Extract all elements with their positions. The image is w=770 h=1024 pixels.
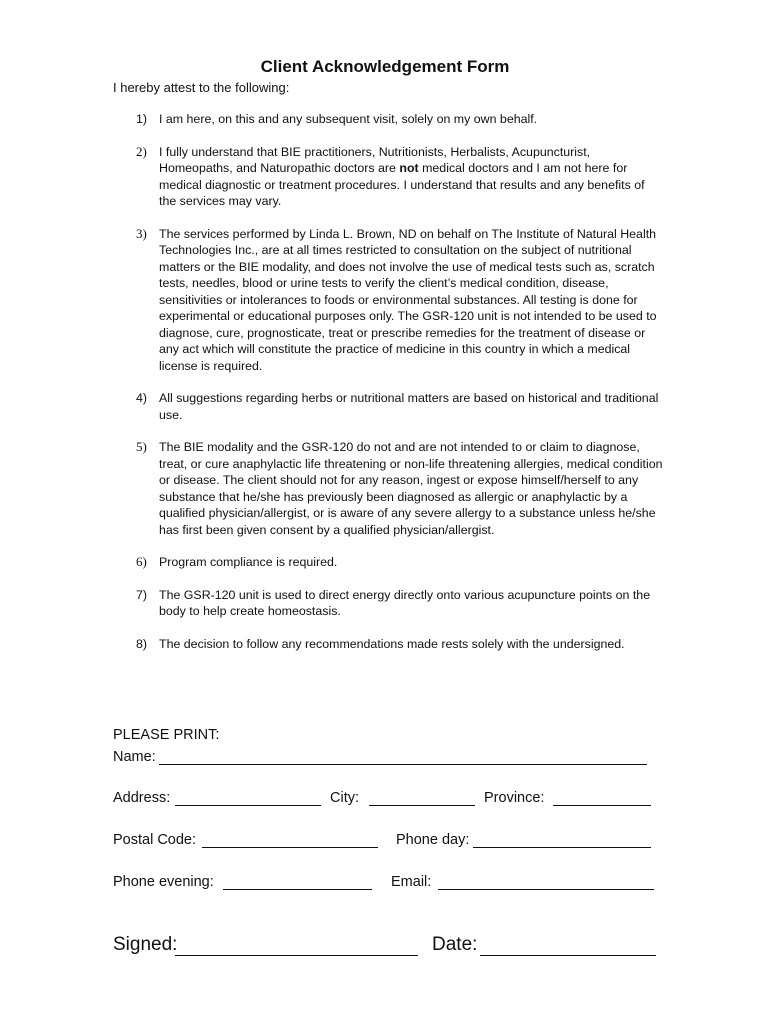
city-field[interactable] bbox=[369, 791, 475, 806]
item-number: 7) bbox=[136, 587, 148, 602]
signed-label: Signed: bbox=[113, 934, 178, 955]
date-field[interactable] bbox=[480, 935, 656, 956]
item-number: 5) bbox=[136, 439, 147, 454]
phone-day-field[interactable] bbox=[473, 833, 651, 848]
phone-evening-row bbox=[113, 870, 658, 892]
province-field[interactable] bbox=[553, 791, 651, 806]
address-label: Address: bbox=[113, 790, 171, 806]
item-number: 4) bbox=[136, 391, 148, 405]
list-item bbox=[113, 587, 663, 620]
signature-field[interactable] bbox=[175, 935, 418, 956]
item-number: 1) bbox=[136, 112, 148, 126]
intro-text: I hereby attest to the following: bbox=[113, 80, 290, 95]
postal-code-label: Postal Code: bbox=[113, 832, 197, 848]
list-item bbox=[113, 439, 663, 538]
item-number: 3) bbox=[136, 225, 147, 241]
city-label: City: bbox=[330, 790, 359, 806]
emphasis-not: not bbox=[399, 161, 419, 175]
phone-evening-field[interactable] bbox=[223, 875, 372, 890]
please-print-heading: PLEASE PRINT: bbox=[113, 727, 220, 743]
item-text: All suggestions regarding herbs or nutritional matters are based on historical and traditional use. bbox=[159, 391, 659, 422]
item-text: I fully understand that BIE practitioners, Nutritionists, Herbalists, Acupuncturist, Homeopaths, and Naturopathic doctors are not medical doctors and I am not here for medical diagnostic or treatment procedures. I understand that results and any benefits of the services may vary. bbox=[159, 144, 645, 208]
item-text: The BIE modality and the GSR-120 do not and are not intended to or claim to diagnose, treat, or cure anaphylactic life threatening or non-life threatening allergies, medical condition or disease. The client should not for any reason, ingest or expose himself/herself to any substance that he/she has previously been diagnosed as allergic or anaphylactic by a qualified physician/allergist, or is aware of any severe allergy to a substance unless he/she has first been given consent by a qualified physician/allergist. bbox=[159, 440, 663, 537]
signature-row bbox=[113, 930, 658, 958]
list-item bbox=[113, 144, 663, 210]
name-row bbox=[113, 745, 658, 767]
item-number: 8) bbox=[136, 636, 148, 651]
item-text: I am here, on this and any subsequent visit, solely on my own behalf. bbox=[159, 112, 538, 126]
list-item bbox=[113, 554, 663, 571]
email-field[interactable] bbox=[438, 875, 654, 890]
attestation-list bbox=[113, 111, 663, 668]
list-item bbox=[113, 226, 663, 375]
form-title: Client Acknowledgement Form bbox=[260, 57, 510, 76]
list-item bbox=[113, 111, 663, 128]
item-number: 6) bbox=[136, 554, 147, 569]
address-row bbox=[113, 786, 658, 808]
name-field[interactable] bbox=[159, 750, 647, 765]
item-text: The services performed by Linda L. Brown, ND on behalf on The Institute of Natural Health Technologies Inc., are at all times restricted to consultation on the subject of nutritional matters or the BIE modality, and does not involve the use of medical tests such as, scratch tests, needles, blood or urine tests to verify the client’s medical condition, disease, sensitivities or intolerances to foods or environmental substances. All testing is done for experimental or educational purposes only. The GSR-120 unit is not intended to be used to diagnose, cure, prognosticate, treat or prescribe remedies for the treatment of disease or any act which will constitute the practice of medicine in this country in which a medical license is required. bbox=[159, 226, 657, 373]
date-label: Date: bbox=[432, 934, 478, 955]
list-item bbox=[113, 636, 663, 653]
name-label: Name: bbox=[113, 749, 156, 765]
item-number: 2) bbox=[136, 143, 147, 159]
phone-evening-label: Phone evening: bbox=[113, 874, 214, 890]
postal-row bbox=[113, 828, 658, 850]
province-label: Province: bbox=[484, 790, 545, 806]
address-field[interactable] bbox=[175, 791, 321, 806]
item-text: The GSR-120 unit is used to direct energy directly onto various acupuncture points on the body to help create homeostasis. bbox=[159, 587, 651, 618]
list-item bbox=[113, 390, 663, 423]
item-text: Program compliance is required. bbox=[159, 555, 338, 569]
postal-code-field[interactable] bbox=[202, 833, 378, 848]
email-label: Email: bbox=[391, 874, 432, 890]
item-text: The decision to follow any recommendations made rests solely with the undersigned. bbox=[159, 636, 625, 651]
phone-day-label: Phone day: bbox=[396, 832, 470, 848]
